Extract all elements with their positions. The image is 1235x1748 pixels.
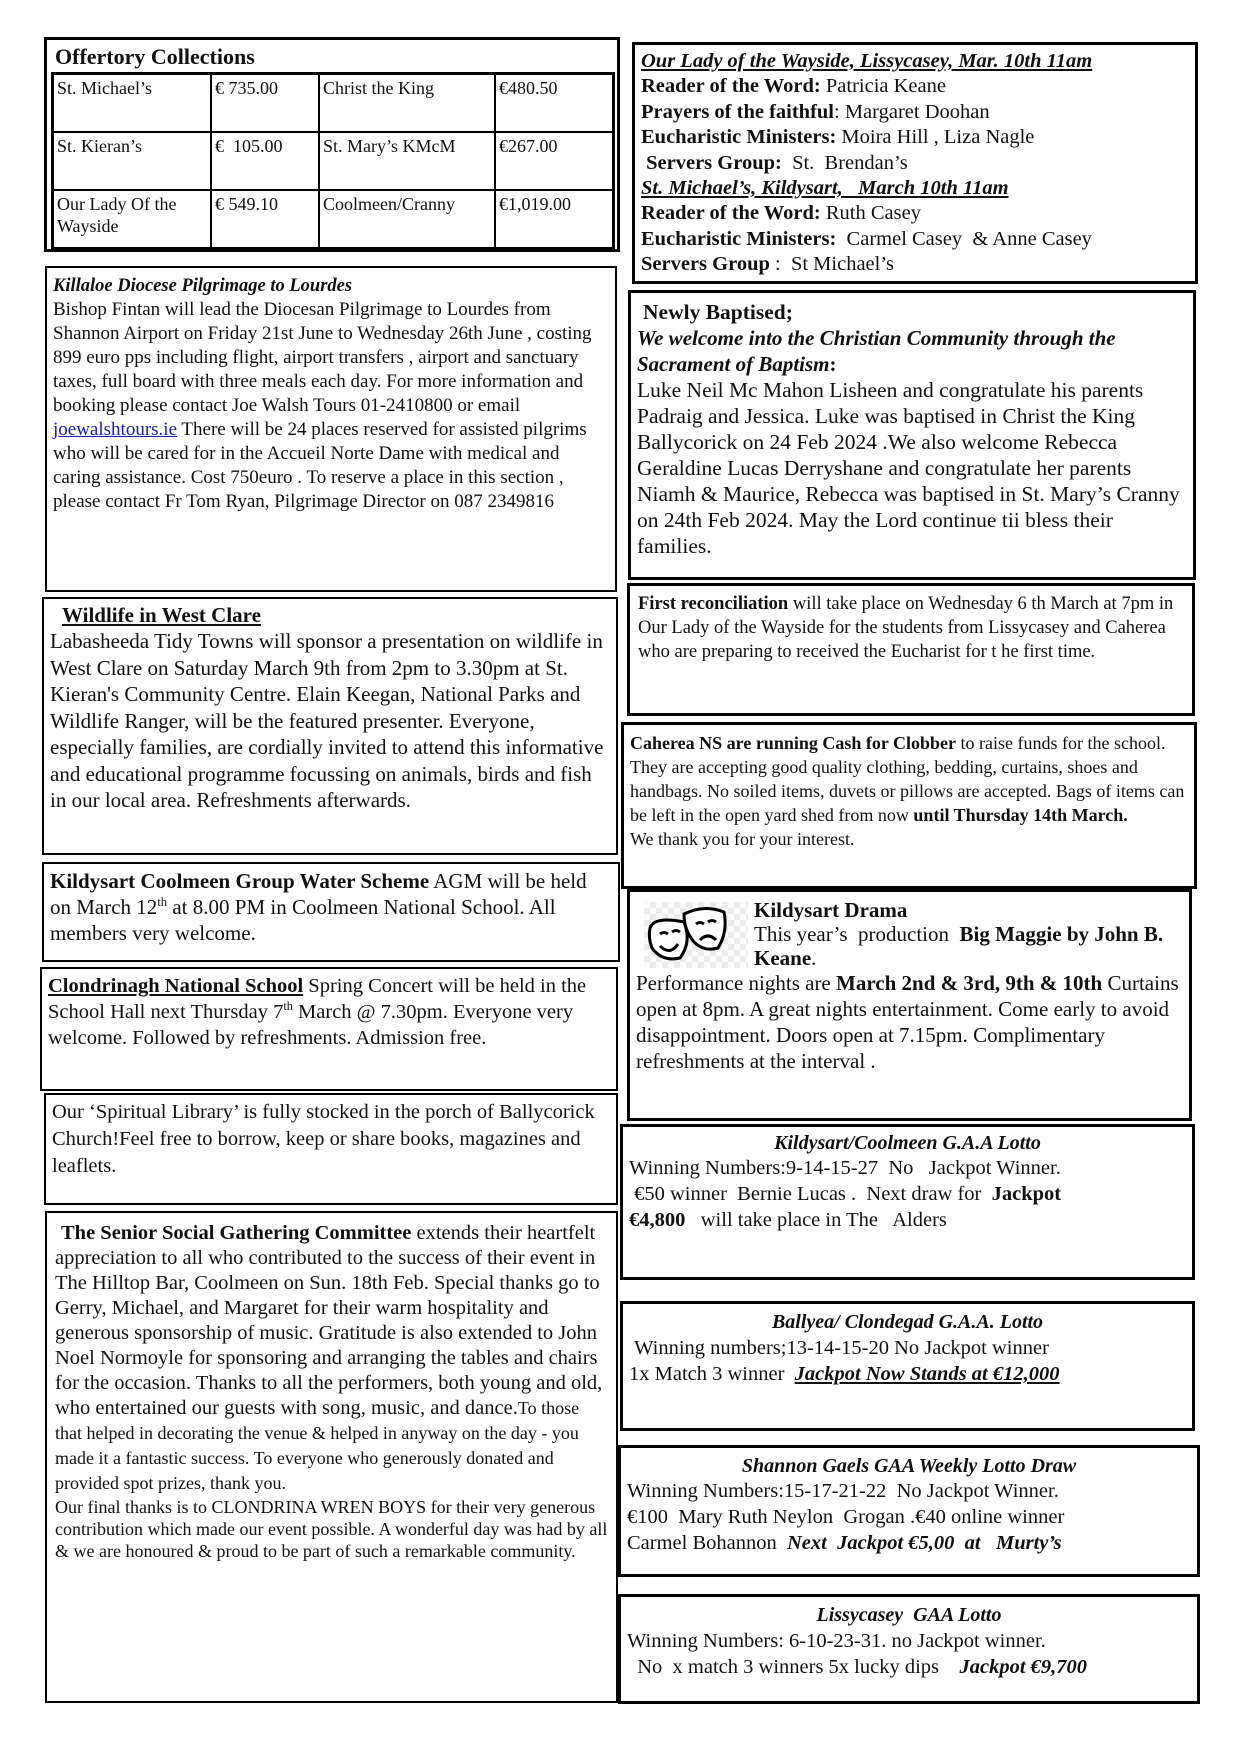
lotto-text: No x match 3 winners 5x lucky dips bbox=[627, 1656, 960, 1678]
colon: : bbox=[829, 352, 837, 376]
lotto-text: 1x Match 3 winner bbox=[629, 1363, 795, 1385]
lotto-ballyea-title: Ballyea/ Clondegad G.A.A. Lotto bbox=[771, 1311, 1044, 1333]
table-row bbox=[53, 74, 614, 133]
rota-names: Patricia Keane bbox=[820, 75, 946, 97]
water-scheme-text bbox=[50, 868, 612, 946]
rota-role: Prayers of the faithful bbox=[641, 100, 834, 123]
kildysart-drama-box bbox=[627, 889, 1192, 1121]
newly-baptised-box bbox=[628, 290, 1196, 580]
concert-body: Spring Concert will be held in the School Hall next Thursday 7 bbox=[48, 975, 587, 1023]
concert-text bbox=[48, 973, 610, 1051]
rota-role: Reader of the Word: bbox=[641, 75, 821, 97]
lotto-text: will take place in The Alders bbox=[685, 1209, 947, 1231]
clobber-body: to raise funds for the school. They are accepting good quality clothing, bedding, curtains, shoes and handbags. No soiled items, duvets or pillows are accepted. Bags of items can be left in the open yard shed from now bbox=[630, 733, 1185, 825]
lourdes-pilgrimage-box bbox=[45, 266, 617, 592]
water-text: AGM will be held on March 12 bbox=[50, 869, 587, 919]
rota-names: St. Brendan’s bbox=[781, 151, 908, 174]
collection-amount: €267.00 bbox=[495, 132, 614, 190]
rota-role: Reader of the Word: bbox=[641, 202, 821, 224]
lourdes-body bbox=[53, 298, 609, 514]
rota-role: Eucharistic Ministers: bbox=[641, 227, 837, 250]
lotto-kildysart-winner bbox=[629, 1181, 1186, 1207]
lotto-lissycasey-box bbox=[618, 1594, 1200, 1704]
superscript: th bbox=[157, 895, 168, 909]
reconciliation-lead: First reconciliation bbox=[638, 594, 789, 614]
rota-heading-kildysart: St. Michael’s, Kildysart, March 10th 11am bbox=[641, 177, 1009, 199]
water-text: at 8.00 PM in Coolmeen National School. All members very welcome. bbox=[50, 895, 556, 945]
rota-names: Carmel Casey & Anne Casey bbox=[836, 227, 1092, 250]
senior-social-box bbox=[45, 1211, 618, 1703]
rota-names: : Margaret Doohan bbox=[834, 100, 990, 123]
collection-amount: €480.50 bbox=[495, 74, 614, 133]
rota-names: : St Michael’s bbox=[769, 253, 895, 275]
drama-performance bbox=[636, 970, 1183, 1074]
wildlife-title: Wildlife in West Clare bbox=[62, 603, 261, 627]
joewalshtours-link[interactable]: joewalshtours.ie bbox=[53, 419, 178, 440]
superscript: th bbox=[283, 999, 293, 1014]
lotto-shannon-numbers: Winning Numbers:15-17-21-22 No Jackpot Winner. bbox=[627, 1480, 1059, 1502]
water-scheme-box bbox=[42, 862, 620, 962]
lotto-ballyea-numbers: Winning numbers;13-14-15-20 No Jackpot winner bbox=[629, 1337, 1049, 1359]
senior-social-text bbox=[55, 1221, 608, 1496]
drama-production-title: Big Maggie by John B. Keane bbox=[754, 922, 1164, 970]
drama-title: Kildysart Drama bbox=[754, 898, 908, 922]
table-row bbox=[53, 190, 614, 249]
lotto-kildysart-numbers: Winning Numbers:9-14-15-27 No Jackpot Winner. bbox=[629, 1157, 1061, 1179]
rota-line bbox=[641, 252, 1189, 278]
church-name: St. Michael’s bbox=[53, 74, 212, 133]
drama-text: Curtains open at 8pm. A great nights entertainment. Come early to avoid disappointment. Doors open at 7.15pm. Complimentary refreshments at the interval . bbox=[636, 971, 1179, 1073]
church-name: St. Kieran’s bbox=[53, 132, 212, 190]
lotto-lissycasey-jackpot bbox=[627, 1654, 1191, 1680]
spiritual-library-box bbox=[44, 1093, 618, 1205]
collection-amount: € 735.00 bbox=[211, 74, 319, 133]
theatre-masks-icon bbox=[644, 902, 748, 968]
drama-dates: March 2nd & 3rd, 9th & 10th bbox=[836, 971, 1103, 995]
collection-amount: €1,019.00 bbox=[495, 190, 614, 249]
rota-role: Servers Group: bbox=[641, 151, 782, 174]
clobber-thanks: We thank you for your interest. bbox=[630, 829, 855, 849]
lotto-shannon-title: Shannon Gaels GAA Weekly Lotto Draw bbox=[741, 1455, 1077, 1477]
lotto-lissycasey-numbers: Winning Numbers: 6-10-23-31. no Jackpot winner. bbox=[627, 1630, 1046, 1652]
church-name: St. Mary’s KMcM bbox=[319, 132, 495, 190]
rota-line bbox=[641, 74, 1189, 100]
first-reconciliation-box bbox=[627, 583, 1195, 716]
senior-social-lead: The Senior Social Gathering Committee bbox=[61, 1222, 412, 1244]
concert-body: March @ 7.30pm. Everyone very welcome. Followed by refreshments. Admission free. bbox=[48, 1001, 574, 1049]
baptised-title: Newly Baptised; bbox=[643, 300, 793, 324]
collection-amount: € 105.00 bbox=[211, 132, 319, 190]
rota-line bbox=[641, 201, 1189, 227]
reconciliation-body: will take place on Wednesday 6 th March at 7pm in Our Lady of the Wayside for the students from Lissycasey and Caherea who are preparing to received the Eucharist for t he first time. bbox=[638, 594, 1174, 662]
cash-for-clobber-box bbox=[621, 722, 1197, 889]
drama-text: This year’s production bbox=[754, 922, 960, 946]
baptised-subtitle bbox=[637, 325, 1187, 377]
jackpot-amount: Jackpot €9,700 bbox=[959, 1656, 1088, 1678]
baptised-body: Luke Neil Mc Mahon Lisheen and congratulate his parents Padraig and Jessica. Luke was baptised in Christ the King Ballycorick on 24 Feb 2024 .We also welcome Rebecca Geraldine Lucas Derryshane and congratulate her parents Niamh & Maurice, Rebecca was baptised in St. Mary’s Cranny on 24th Feb 2024. May the Lord continue tii bless their families. bbox=[637, 378, 1180, 558]
rota-heading-lissycasey: Our Lady of the Wayside, Lissycasey, Mar. 10th 11am bbox=[641, 50, 1093, 72]
table-row bbox=[53, 132, 614, 190]
concert-lead: Clondrinagh National School bbox=[48, 975, 304, 997]
jackpot-amount: Jackpot Now Stands at €12,000 bbox=[794, 1363, 1060, 1385]
drama-text: . bbox=[811, 946, 817, 970]
clobber-deadline: until Thursday 14th March. bbox=[913, 805, 1128, 825]
senior-body: extends their heartfelt appreciation to all who contributed to the success of their event in The Hilltop Bar, Coolmeen on Sun. 18th Feb. Special thanks go to Gerry, Michael, and Margaret for their warm hospitality and generous sponsorship of music. Gratitude is also extended to John Noel Normoyle for sponsoring and arranging the tables and chairs for the occasion. Thanks to all the performers, both young and old, who entertained our guests with song, music, and dance. bbox=[55, 1222, 603, 1419]
jackpot-amount: €4,800 bbox=[629, 1209, 686, 1231]
jackpot-label: Jackpot bbox=[991, 1183, 1062, 1205]
lotto-kildysart-box bbox=[620, 1124, 1195, 1280]
lotto-ballyea-winner bbox=[629, 1361, 1186, 1387]
wildlife-box bbox=[42, 597, 618, 855]
jackpot-amount: Next Jackpot €5,00 at Murty’s bbox=[787, 1532, 1062, 1554]
clobber-lead: Caherea NS are running Cash for Clobber bbox=[630, 733, 957, 753]
reconciliation-text bbox=[638, 592, 1184, 664]
lotto-text: Carmel Bohannon bbox=[627, 1532, 787, 1554]
lotto-text: €50 winner Bernie Lucas . Next draw for bbox=[629, 1183, 992, 1205]
lotto-kildysart-jackpot bbox=[629, 1207, 1186, 1233]
lotto-shannon-jackpot bbox=[627, 1530, 1191, 1556]
rota-line bbox=[641, 151, 1189, 177]
lotto-kildysart-title: Kildysart/Coolmeen G.A.A Lotto bbox=[774, 1132, 1041, 1154]
lotto-lissycasey-title: Lissycasey GAA Lotto bbox=[816, 1604, 1002, 1626]
senior-body: To those that helped in decorating the venue & helped in anyway on the day - you made it a fantastic success. To everyone who generously donated and provided spot prizes, thank you. bbox=[55, 1398, 580, 1493]
collection-amount: € 549.10 bbox=[211, 190, 319, 249]
baptised-subtitle-text: We welcome into the Christian Community through the Sacrament of Baptism bbox=[637, 326, 1116, 376]
offertory-collections-box bbox=[44, 37, 620, 252]
rota-names: Moira Hill , Liza Nagle bbox=[836, 126, 1035, 148]
rota-line bbox=[641, 227, 1189, 253]
church-name: Our Lady Of the Wayside bbox=[53, 190, 212, 249]
rota-line bbox=[641, 100, 1189, 126]
rota-names: Ruth Casey bbox=[820, 202, 921, 224]
offertory-table bbox=[51, 72, 615, 250]
concert-box bbox=[40, 967, 618, 1091]
church-name: Christ the King bbox=[319, 74, 495, 133]
water-scheme-lead: Kildysart Coolmeen Group Water Scheme bbox=[50, 869, 430, 893]
clobber-text bbox=[630, 731, 1188, 827]
lotto-shannon-winners: €100 Mary Ruth Neylon Grogan .€40 online winner bbox=[627, 1506, 1065, 1528]
ministers-rota-box bbox=[632, 42, 1198, 284]
wildlife-body: Labasheeda Tidy Towns will sponsor a presentation on wildlife in West Clare on Saturday March 9th from 2pm to 3.30pm at St. Kieran's Community Centre. Elain Keegan, National Parks and Wildlife Ranger, will be the featured presenter. Everyone, especially families, are cordially invited to attend this informative and educational programme focussing on animals, birds and fish in our local area. Refreshments afterwards. bbox=[50, 629, 604, 812]
senior-final-thanks: Our final thanks is to CLONDRINA WREN BOYS for their very generous contribution which made our event possible. A wonderful day was had by all & we are honoured & proud to be part of such a remarkable community. bbox=[55, 1497, 608, 1561]
drama-text: Performance nights are bbox=[636, 971, 837, 995]
lourdes-text: There will be 24 places reserved for assisted pilgrims who will be cared for in the Accueil Norte Dame with medical and caring assistance. Cost 750euro . To reserve a place in this section , please contact Fr Tom Ryan, Pilgrimage Director on 087 2349816 bbox=[53, 419, 587, 512]
lotto-ballyea-box bbox=[620, 1301, 1195, 1431]
lotto-shannon-box bbox=[618, 1445, 1200, 1577]
library-text: Our ‘Spiritual Library’ is fully stocked in the porch of Ballycorick Church!Feel free to borrow, keep or share books, magazines and leaflets. bbox=[52, 1101, 595, 1177]
rota-role: Eucharistic Ministers: bbox=[641, 126, 837, 148]
offertory-title: Offertory Collections bbox=[55, 44, 255, 69]
lourdes-text: Bishop Fintan will lead the Diocesan Pilgrimage to Lourdes from Shannon Airport on Friday 21st June to Wednesday 26th June , costing 899 euro pps including flight, airport transfers , airport and sanctuary taxes, full board with three meals each day. For more information and booking please contact Joe Walsh Tours 01-2410800 or email bbox=[53, 299, 592, 416]
rota-line bbox=[641, 125, 1189, 151]
lourdes-title: Killaloe Diocese Pilgrimage to Lourdes bbox=[53, 276, 353, 296]
church-name: Coolmeen/Cranny bbox=[319, 190, 495, 249]
rota-role: Servers Group bbox=[641, 253, 770, 275]
